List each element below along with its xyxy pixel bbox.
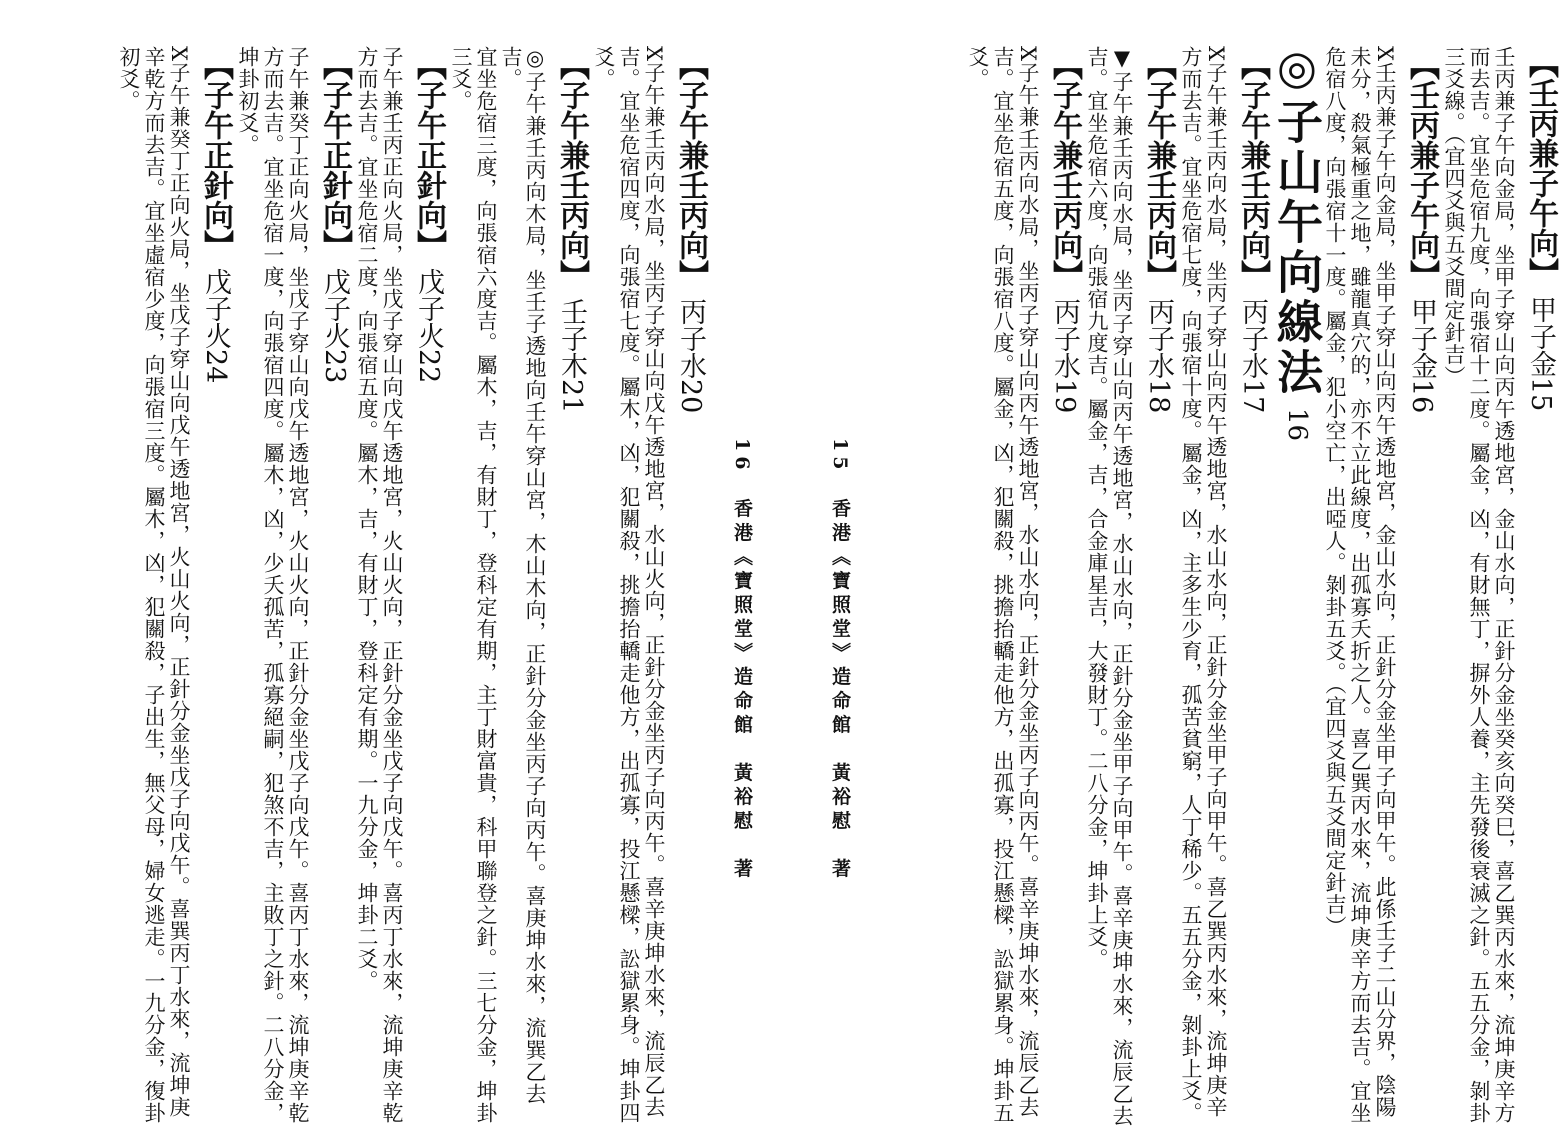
heading-18: 【子午兼壬丙向】丙子水18 — [1141, 50, 1176, 414]
paragraph-line: ▼子午兼壬丙向水局，坐丙子穿山向丙午透地宮，水山水向，正針分金坐甲子向甲午。喜辛庚坤水來，流辰乙去 — [1110, 46, 1134, 1127]
paragraph-line: 壬丙兼子午向金局，坐甲子穿山向丙午透地宮，金山水向，正針分金坐癸亥向癸巳，喜乙巽丙水來，流坤庚辛方 — [1492, 46, 1516, 1124]
page-footer-15: 15 香港《寶照堂》造命館 黃裕慰 著 — [829, 438, 851, 883]
paragraph-line: 方而去吉。宜坐危宿七度，向張宿十度。屬金，凶，主多生少育，孤苦貧窮，人丁稀少。五五分金，剝卦上爻。 — [1179, 46, 1203, 1124]
paragraph-line: 未分，殺氣極重之地，雖龍真穴的，亦不立此線度，出孤寡夭折之人。喜乙巽丙水來，流坤庚辛方而去吉。宜坐 — [1348, 46, 1372, 1124]
paragraph-line: 吉。宜坐危宿六度，向張宿九度吉。屬金，吉，合金庫星吉，大發財丁。二八分金，坤卦上爻。 — [1085, 46, 1109, 970]
paragraph-line: 危宿八度，向張宿十一度。屬金，犯小空亡，出啞人。剝卦五爻。（宜四爻與五爻間定針吉） — [1323, 46, 1347, 938]
heading-23: 【子午正針向】戊子火23 — [317, 50, 352, 384]
heading-16: 【壬丙兼子午向】甲子金16 — [1404, 50, 1439, 414]
paragraph-line: X子午兼癸丁正向火局，坐戊子穿山向戊午透地宮，火山火向，正針分金坐戊子向戊午。喜巽丙丁水來，流坤庚 — [167, 46, 191, 1118]
paragraph-line: 子午兼癸丁正向火局，坐戊子穿山向戊午透地宮，火山火向，正針分金坐戊子向戊午。喜丙丁水來，流坤庚辛乾 — [286, 46, 310, 1124]
paragraph-line: 宜坐危宿三度，向張宿六度吉。屬木，吉，有財丁，登科定有期，主丁財富貴，科甲聯登之針。三七分金，坤卦 — [474, 46, 498, 1124]
paragraph-line: X壬丙兼子午向金局，坐甲子穿山向丙午透地宮，金山水向，正針分金坐甲子向甲午。此係壬子二山分界，陰陽 — [1373, 46, 1397, 1118]
paragraph-line: 坤卦初爻。 — [236, 46, 260, 156]
paragraph-line: 爻。 — [966, 46, 990, 90]
paragraph-line: 吉。宜坐危宿五度，向張宿八度。屬金，凶，犯關殺，挑擔抬轎走他方，出孤寡，投江懸樑，訟獄累身。坤卦五 — [991, 46, 1015, 1124]
paragraph-line: 吉。宜坐危宿四度，向張宿七度。屬木，凶，犯關殺，挑擔抬轎走他方，出孤寡，投江懸樑，訟獄累身。坤卦四 — [617, 46, 641, 1124]
section-title: ◎子山午向線法16 — [1270, 40, 1324, 442]
paragraph-line: 三爻線。（宜四爻與五爻間定針吉） — [1442, 46, 1466, 388]
paragraph-line: X子午兼壬丙向水局，坐丙子穿山向丙午透地宮，水山水向，正針分金坐甲子向甲午。喜乙巽丙水來，流坤庚辛 — [1204, 46, 1228, 1118]
heading-20: 【子午兼壬丙向】丙子水20 — [673, 50, 708, 414]
heading-19: 【子午兼壬丙向】丙子水19 — [1047, 50, 1082, 414]
heading-21: 【子午兼壬丙向】壬子木21 — [554, 50, 589, 414]
page-footer-16: 16 香港《寶照堂》造命館 黃裕慰 著 — [731, 438, 753, 883]
paragraph-line: X子午兼壬丙向水局，坐丙子穿山向戊午透地宮，水山火向，正針分金坐丙子向丙午。喜辛庚坤水來，流辰乙去 — [642, 46, 666, 1118]
paragraph-line: X子午兼壬丙向水局，坐丙子穿山向丙午透地宮，水山水向，正針分金坐丙子向丙午。喜辛庚坤水來，流辰乙去 — [1016, 46, 1040, 1118]
left-page — [117, 0, 710, 1141]
heading-24: 【子午正針向】戊子火24 — [198, 50, 233, 384]
heading-17: 【子午兼壬丙向】丙子水17 — [1235, 50, 1270, 414]
paragraph-line: 初爻。 — [117, 46, 141, 112]
paragraph-line: 方而去吉。宜坐危宿二度，向張宿五度。屬木，吉，有財丁，登科定有期。一九分金，坤卦二爻。 — [355, 46, 379, 992]
paragraph-line: 辛乾方而去吉。宜坐虛宿少度，向張宿三度。屬木，凶，犯關殺，子出生，無父母，婦女逃走。一九分金，復卦 — [142, 46, 166, 1124]
heading-22: 【子午正針向】戊子火22 — [411, 50, 446, 384]
paragraph-line: 三爻。 — [449, 46, 473, 112]
paragraph-line: ◎子午兼壬丙向木局，坐壬子透地向壬午穿山宮，木山木向，正針分金坐丙子向丙午。喜庚坤水來，流巽乙去吉。 — [499, 46, 547, 1105]
heading-15: 【壬丙兼子午向】甲子金15 — [1523, 48, 1558, 412]
paragraph-line: 爻。 — [592, 46, 616, 90]
paragraph-line: 而去吉。宜坐危宿九度，向張宿十二度。屬金，凶，有財無丁，摒外人養，主先發後衰滅之針。五五分金，剝卦 — [1467, 46, 1491, 1124]
paragraph-line: 方而去吉。宜坐危宿一度，向張宿四度。屬木，凶，少夭孤苦，孤寡絕嗣，犯煞不吉，主敗丁之針。二八分金， — [261, 46, 285, 1124]
paragraph-line: 子午兼壬丙正向火局，坐戊子穿山向戊午透地宮，火山火向，正針分金坐戊子向戊午。喜丙丁水來，流坤庚辛乾 — [380, 46, 404, 1124]
right-page — [860, 0, 1560, 1141]
